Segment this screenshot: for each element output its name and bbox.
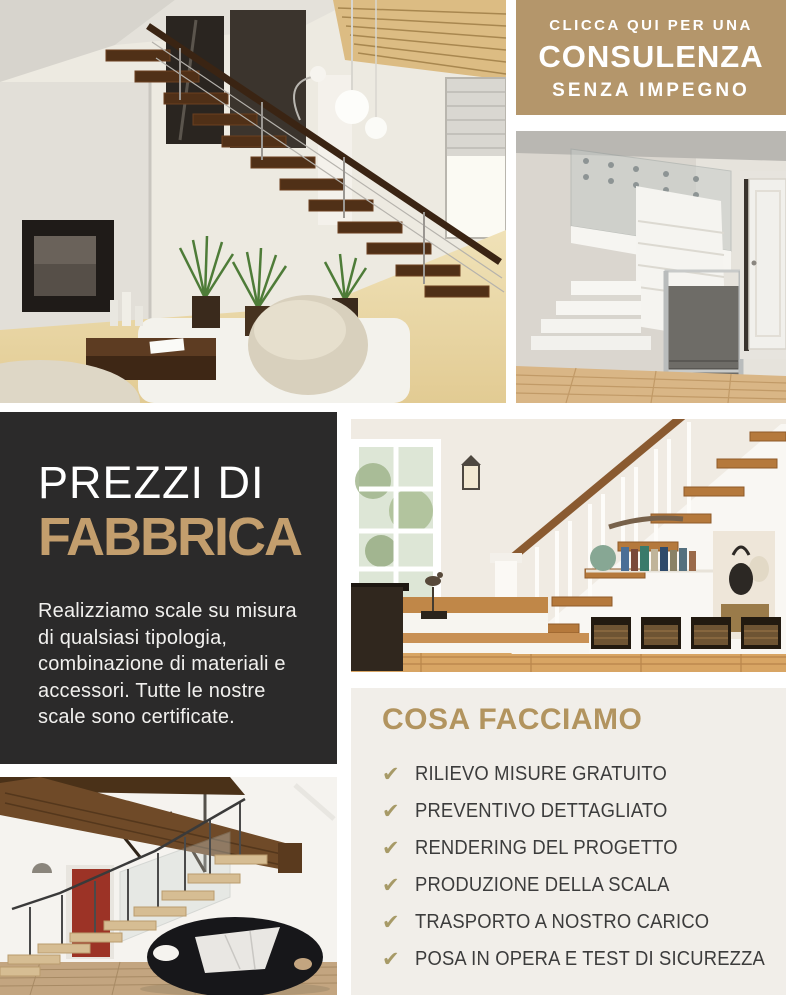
services-list — [382, 756, 786, 978]
banner-line2: CONSULENZA — [538, 39, 764, 74]
service-item-label: RILIEVO MISURE GRATUITO — [415, 763, 667, 785]
photo-living-room-staircase — [0, 0, 506, 403]
check-icon: ✔ — [382, 874, 400, 897]
check-icon: ✔ — [382, 948, 400, 971]
photo-rustic-loft-staircase — [0, 777, 337, 995]
service-item — [382, 756, 786, 793]
desk — [351, 587, 403, 671]
service-item — [382, 867, 786, 904]
glass-sphere — [590, 545, 616, 571]
consultation-banner[interactable] — [516, 0, 786, 115]
service-item-label: POSA IN OPERA E TEST DI SICUREZZA — [415, 948, 765, 970]
prices-title-line2: FABBRICA — [38, 507, 301, 567]
factory-prices-panel — [0, 412, 337, 764]
prices-body-text: Realizziamo scale su misura di qualsiasi tipologia, combinazione di materiali e accessori. Tutte le nostre scale sono certificate. — [38, 600, 297, 728]
services-panel — [351, 688, 786, 995]
service-item — [382, 793, 786, 830]
service-item-label: RENDERING DEL PROGETTO — [415, 837, 678, 859]
prices-title-line1: PREZZI DI — [38, 457, 265, 508]
hanging-bag — [729, 563, 753, 595]
check-icon: ✔ — [382, 837, 400, 860]
services-heading: COSA FACCIAMO — [382, 703, 643, 736]
window — [446, 156, 506, 238]
pendant-lamp — [335, 90, 369, 124]
service-item-label: TRASPORTO A NOSTRO CARICO — [415, 911, 710, 933]
service-item — [382, 830, 786, 867]
banner-line3: SENZA IMPEGNO — [552, 80, 750, 101]
photo-white-glass-staircase — [516, 131, 786, 403]
roman-shade — [446, 78, 506, 156]
wood-floor — [351, 651, 786, 672]
wall-lantern — [463, 465, 479, 489]
service-item-label: PRODUZIONE DELLA SCALA — [415, 874, 670, 896]
photo-understairs-storage — [351, 419, 786, 672]
check-icon: ✔ — [382, 800, 400, 823]
service-item — [382, 941, 786, 978]
check-icon: ✔ — [382, 911, 400, 934]
service-item — [382, 904, 786, 941]
service-item-label: PREVENTIVO DETTAGLIATO — [415, 800, 668, 822]
check-icon: ✔ — [382, 763, 400, 786]
banner-line1: CLICCA QUI PER UNA — [549, 17, 753, 34]
